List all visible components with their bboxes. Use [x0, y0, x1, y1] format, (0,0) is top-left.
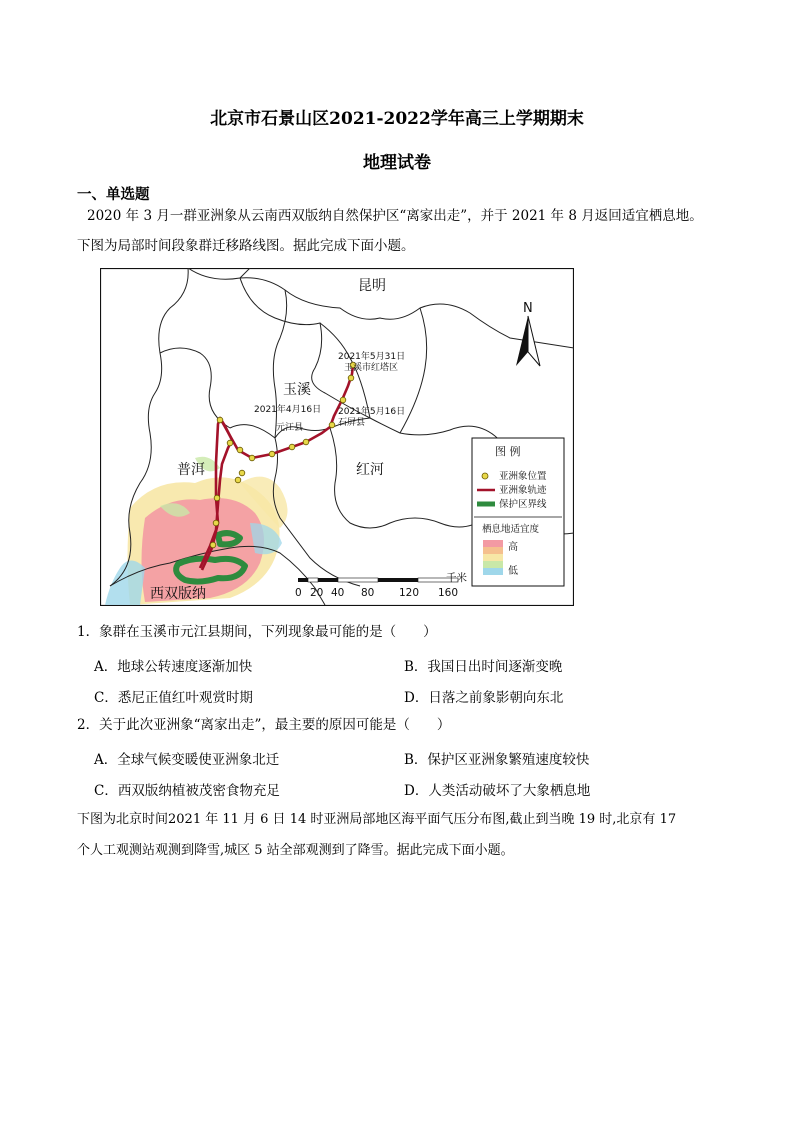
question-2-option-c: C．西双版纳植被茂密食物充足: [94, 783, 280, 799]
legend-suitability-title: 栖息地适宜度: [482, 524, 540, 535]
question-1-option-a: A．地球公转速度逐渐加快: [94, 659, 253, 675]
map-label-kunming: 昆明: [358, 278, 386, 294]
question-1-option-b: B．我国日出时间逐渐变晚: [404, 659, 563, 675]
intro-paragraph-1-line-1: 2020 年 3 月一群亚洲象从云南西双版纳自然保护区“离家出走”，并于 2021 年 8 月返回适宜栖息地。: [87, 208, 703, 224]
legend-low: 低: [508, 566, 518, 577]
point-1-place: 玉溪市红塔区: [344, 363, 399, 373]
point-2-date: 2021年4月16日: [254, 405, 322, 415]
scale-tick-40: 40: [331, 587, 345, 599]
legend-item-track: 亚洲象轨迹: [499, 485, 547, 496]
map-legend: [472, 438, 564, 586]
legend-title: 图 例: [495, 445, 521, 458]
map-label-yuxi: 玉溪: [283, 382, 311, 398]
scale-tick-80: 80: [361, 587, 375, 599]
intro-paragraph-2-line-1: 下图为北京时间2021 年 11 月 6 日 14 时亚洲局部地区海平面气压分布图,截止到当晚 19 时,北京有 17: [77, 812, 677, 827]
section-heading: 一、单选题: [77, 186, 150, 203]
map-label-honghe: 红河: [356, 462, 384, 478]
scale-unit: 千米: [446, 572, 467, 584]
legend-position-icon: [482, 473, 488, 479]
question-2-option-d: D．人类活动破坏了大象栖息地: [404, 783, 591, 799]
intro-paragraph-1-line-2: 下图为局部时间段象群迁移路线图。据此完成下面小题。: [77, 238, 415, 254]
legend-item-position: 亚洲象位置: [499, 471, 547, 482]
legend-high: 高: [508, 542, 518, 553]
scale-tick-160: 160: [438, 587, 459, 599]
page-subtitle: 地理试卷: [363, 153, 431, 173]
point-1-date: 2021年5月31日: [338, 352, 406, 362]
page-title: 北京市石景山区2021-2022学年高三上学期期末: [210, 109, 584, 129]
question-1-option-c: C．悉尼正值红叶观赏时期: [94, 690, 253, 706]
elephant-migration-map: [100, 268, 574, 606]
scale-tick-120: 120: [399, 587, 420, 599]
question-2-option-a: A．全球气候变暖使亚洲象北迁: [94, 752, 280, 768]
point-3-place: 石屏县: [338, 418, 366, 428]
scale-tick-0: 0: [295, 587, 302, 599]
legend-suit-high-swatch: [483, 540, 503, 547]
scale-tick-20: 20: [310, 587, 324, 599]
question-1-stem: 1．象群在玉溪市元江县期间，下列现象最可能的是（ ）: [77, 624, 437, 640]
question-2-stem: 2．关于此次亚洲象“离家出走”，最主要的原因可能是（ ）: [77, 717, 451, 733]
north-label: N: [523, 301, 533, 316]
question-1-option-d: D．日落之前象影朝向东北: [404, 690, 564, 706]
legend-item-reserve: 保护区界线: [499, 499, 547, 510]
question-2-option-b: B．保护区亚洲象繁殖速度较快: [404, 752, 590, 768]
intro-paragraph-2-line-2: 个人工观测站观测到降雪,城区 5 站全部观测到了降雪。据此完成下面小题。: [77, 843, 514, 858]
point-3-date: 2021年5月16日: [338, 407, 406, 417]
legend-suit-low-swatch: [483, 568, 503, 575]
point-2-place: 元江县: [276, 423, 304, 433]
map-label-puer: 普洱: [177, 462, 205, 478]
map-label-xishuangbanna: 西双版纳: [150, 586, 206, 602]
